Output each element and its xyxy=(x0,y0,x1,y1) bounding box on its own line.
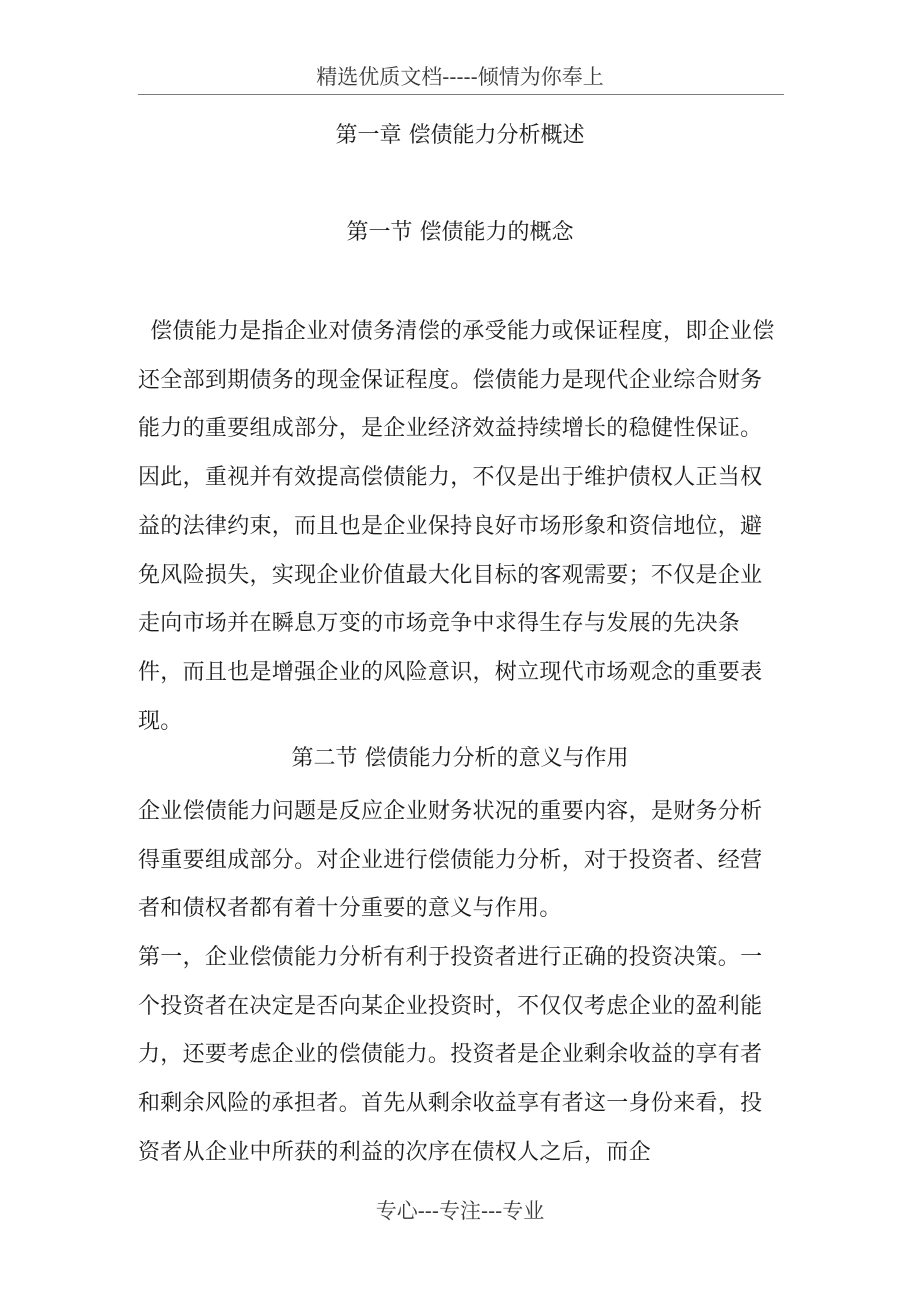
page-footer: 专心---专注---专业 xyxy=(375,1199,545,1223)
section-2-paragraph-1: 企业偿债能力问题是反应企业财务状况的重要内容，是财务分析得重要组成部分。对企业进行偿债能力分析，对于投资者、经营者和债权者都有着十分重要的意义与作用。 xyxy=(138,799,763,922)
section-1-title: 第一节 偿债能力的概念 xyxy=(346,220,574,245)
page-header: 精选优质文档-----倾情为你奉上 xyxy=(316,65,604,89)
chapter-title: 第一章 偿债能力分析概述 xyxy=(335,123,585,148)
section-2-title: 第二节 偿债能力分析的意义与作用 xyxy=(291,746,629,771)
header-divider xyxy=(138,94,784,95)
section-1-paragraph: 偿债能力是指企业对债务清偿的承受能力或保证程度，即企业偿还全部到期债务的现金保证程度。偿债能力是现代企业综合财务能力的重要组成部分，是企业经济效益持续增长的稳健性保证。因此，重视并有效提高偿债能力，不仅是出于维护债权人正当权益的法律约束，而且也是企业保持良好市场形象和资信地位，避免风险损失，实现企业价值最大化目标的客观需要；不仅是企业走向市场并在瞬息万变的市场竞争中求得生存与发展的先决条件，而且也是增强企业的风险意识，树立现代市场观念的重要表现。 xyxy=(138,319,775,734)
section-2-paragraph-2: 第一，企业偿债能力分析有利于投资者进行正确的投资决策。一个投资者在决定是否向某企业投资时，不仅仅考虑企业的盈利能力，还要考虑企业的偿债能力。投资者是企业剩余收益的享有者和剩余风险的承担者。首先从剩余收益享有者这一身份来看，投资者从企业中所获的利益的次序在债权人之后，而企 xyxy=(138,945,763,1165)
